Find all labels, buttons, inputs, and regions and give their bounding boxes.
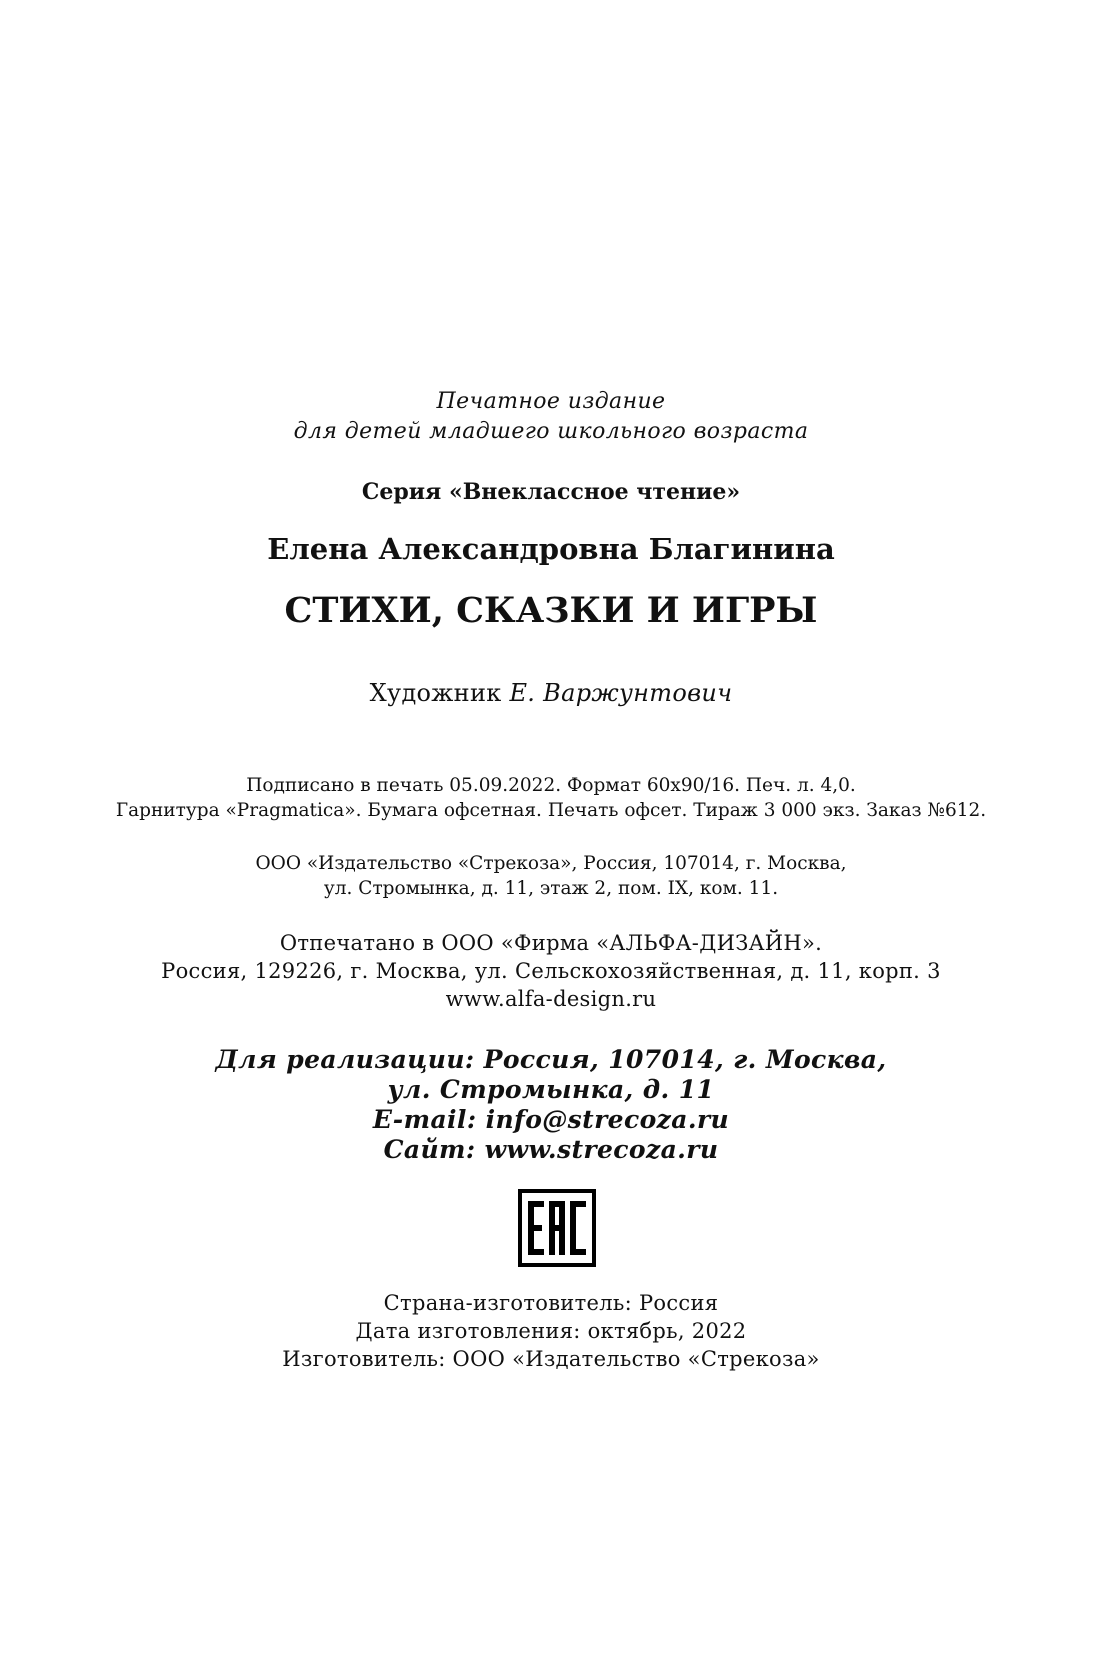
author-name: Елена Александровна Благинина (267, 532, 835, 566)
publisher-address-line2: ул. Стромынка, д. 11, этаж 2, пом. IX, ком. 11. (323, 878, 779, 899)
edition-type-line2: для детей младшего школьного возраста (293, 419, 809, 444)
print-specs-line2: Гарнитура «Pragmatica». Бумага офсетная. Печать офсет. Тираж 3 000 экз. Заказ №612. (115, 800, 987, 821)
publisher-address-line1: ООО «Издательство «Стрекоза», Россия, 107014, г. Москва, (255, 853, 847, 874)
book-title: СТИХИ, СКАЗКИ И ИГРЫ (284, 590, 818, 631)
artist-credit (0, 681, 1102, 705)
series-name: Серия «Внеклассное чтение» (361, 479, 741, 505)
sales-website: Сайт: www.strecoza.ru (383, 1135, 719, 1164)
edition-type-line1: Печатное издание (436, 389, 666, 414)
manufacture-date: Дата изготовления: октябрь, 2022 (355, 1319, 747, 1343)
manufacturer-name: Изготовитель: ООО «Издательство «Стрекоза» (282, 1347, 820, 1371)
artist-name: Е. Варжунтович (509, 679, 733, 707)
printer-line2: Россия, 129226, г. Москва, ул. Сельскохозяйственная, д. 11, корп. 3 (161, 959, 941, 983)
sales-address-line1: Для реализации: Россия, 107014, г. Москва, (215, 1045, 887, 1074)
sales-address-line2: ул. Стромынка, д. 11 (387, 1075, 715, 1104)
print-specs-line1: Подписано в печать 05.09.2022. Формат 60x90/16. Печ. л. 4,0. (246, 775, 856, 796)
country-of-manufacture: Страна-изготовитель: Россия (383, 1291, 719, 1315)
artist-label: Художник (369, 679, 502, 707)
eac-mark-icon (518, 1189, 596, 1267)
printer-line1: Отпечатано в ООО «Фирма «АЛЬФА-ДИЗАЙН». (279, 931, 823, 955)
sales-email: E-mail: info@strecoza.ru (372, 1105, 730, 1134)
printer-website: www.alfa-design.ru (445, 987, 657, 1011)
